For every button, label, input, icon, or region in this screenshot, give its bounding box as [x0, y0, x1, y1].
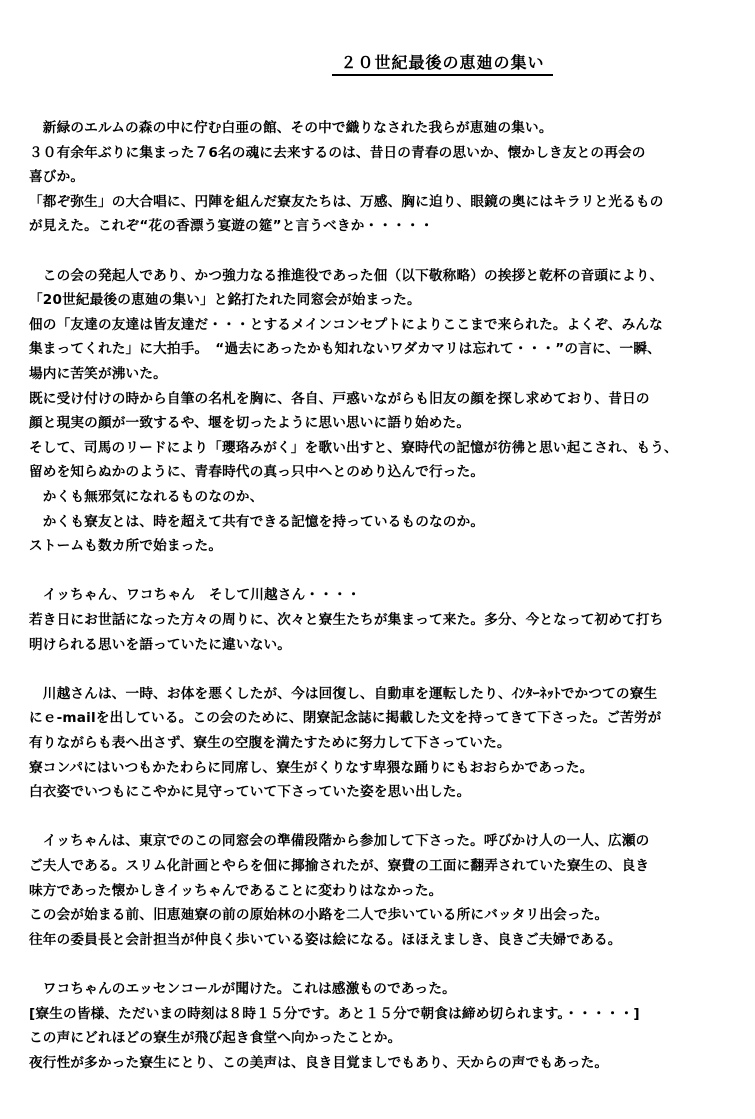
document-title-text: ２０世紀最後の恵廸の集い — [332, 53, 552, 76]
text-line: 白衣姿でいつもにこやかに見守っていて下さっていた姿を思い出した。 — [29, 784, 471, 801]
text-line: ストームも数カ所で始まった。 — [29, 538, 223, 555]
text-line: 顔と現実の顔が一致するや、堰を切ったように思い思いに語り始めた。 — [29, 415, 471, 432]
text-line: 味方であった懐かしきイッちゃんであることに変わりはなかった。 — [29, 882, 443, 899]
text-line: 場内に苦笑が沸いた。 — [29, 366, 167, 382]
text-line: 往年の委員長と会計担当が仲良く歩いている姿は絵になる。ほほえましき、良きご夫婦である。 — [29, 931, 622, 948]
text-line: 「都ぞ弥生」の大合唱に、円陣を組んだ寮友たちは、万感、胸に迫り、眼鏡の奥にはキラリと光るもの — [29, 193, 664, 210]
text-line: ３０有余年ぶりに集まった７6名の魂に去来するのは、昔日の青春の思いか、懐かしき友との再会の — [29, 144, 646, 161]
text-line: が見えた。これぞ“花の香漂う宴遊の筵”と言うべきか・・・・・ — [29, 218, 434, 235]
text-line: 寮コンパにはいつもかたわらに同席し、寮生がくりなす卑猥な踊りにもおおらかであった。 — [29, 759, 594, 776]
text-line: 佃の「友達の友達は皆友達だ・・・とするメインコンセプトによりここまで来られた。よくぞ、みんな — [29, 316, 663, 333]
text-line: そして、司馬のリードにより「瓔珞みがく」を歌い出すと、寮時代の記憶が彷彿と思い起こされ、もう、 — [29, 439, 678, 456]
text-line: [寮生の皆様、ただいまの時刻は８時１５分です。あと１５分で朝食は締め切られます。・・・・・] — [29, 1005, 640, 1022]
text-line: イッちゃん、ワコちゃん そして川越さん・・・・ — [29, 587, 361, 604]
text-line: 新緑のエルムの森の中に佇む白亜の館、その中で織りなされた我らが恵廸の集い。 — [29, 120, 553, 136]
text-line: 喜びか。 — [29, 169, 85, 186]
text-line: かくも寮友とは、時を超えて共有できる記憶を持っているものなのか。 — [29, 513, 485, 530]
text-line: イッちゃんは、東京でのこの同窓会の準備段階から参加して下さった。呼びかけ人の一人、広瀬の — [29, 833, 650, 850]
text-line: 集まってくれた」に大拍手。 “過去にあったかも知れないワダカマリは忘れて・・・”の言に、一瞬、 — [29, 341, 661, 358]
text-line: 既に受け付けの時から自筆の名札を胸に、各自、戸惑いながらも旧友の顔を探し求めており、昔日の — [29, 390, 650, 407]
text-line: この会の発起人であり、かつ強力なる推進役であった佃（以下敬称略）の挨拶と乾杯の音頭により、 — [29, 267, 664, 284]
text-line: 夜行性が多かった寮生にとり、この美声は、良き目覚ましでもあり、天からの声でもあった。 — [29, 1054, 609, 1071]
text-line: かくも無邪気になれるものなのか、 — [29, 489, 264, 505]
text-line: ご夫人である。スリム化計画とやらを佃に揶揄されたが、寮費の工面に翻弄されていた寮生の、良き — [29, 858, 650, 874]
text-line: この会が始まる前、旧恵廸寮の前の原始林の小路を二人で歩いている所にバッタリ出会った。 — [29, 907, 609, 924]
text-line: 川越さんは、一時、お体を悪くしたが、今は回復し、自動車を運転したり、ｲﾝﾀｰﾈｯﾄでかつての寮生 — [29, 685, 658, 702]
text-line: 明けられる思いを語っていたに違いない。 — [29, 636, 292, 653]
text-line: ワコちゃんのエッセンコールが聞けた。これは感激ものであった。 — [29, 981, 456, 997]
text-line: にｅ-mailを出している。この会のために、閉寮記念誌に掲載した文を持ってきて下さった。ご苦労が — [29, 710, 662, 727]
text-line: 留めを知らぬかのように、青春時代の真っ只中へとのめり込んで行った。 — [29, 464, 485, 481]
text-line: この声にどれほどの寮生が飛び起き食堂へ向かったことか。 — [29, 1030, 402, 1047]
text-line: 「20世紀最後の恵廸の集い」と銘打たれた同窓会が始まった。 — [29, 292, 421, 309]
document-title — [0, 50, 755, 73]
text-line: 有りながらも表へ出さず、寮生の空腹を満たすために努力して下さっていた。 — [29, 735, 511, 751]
text-line: 若き日にお世話になった方々の周りに、次々と寮生たちが集まって来た。多分、今となって初めて打ち — [29, 612, 664, 628]
